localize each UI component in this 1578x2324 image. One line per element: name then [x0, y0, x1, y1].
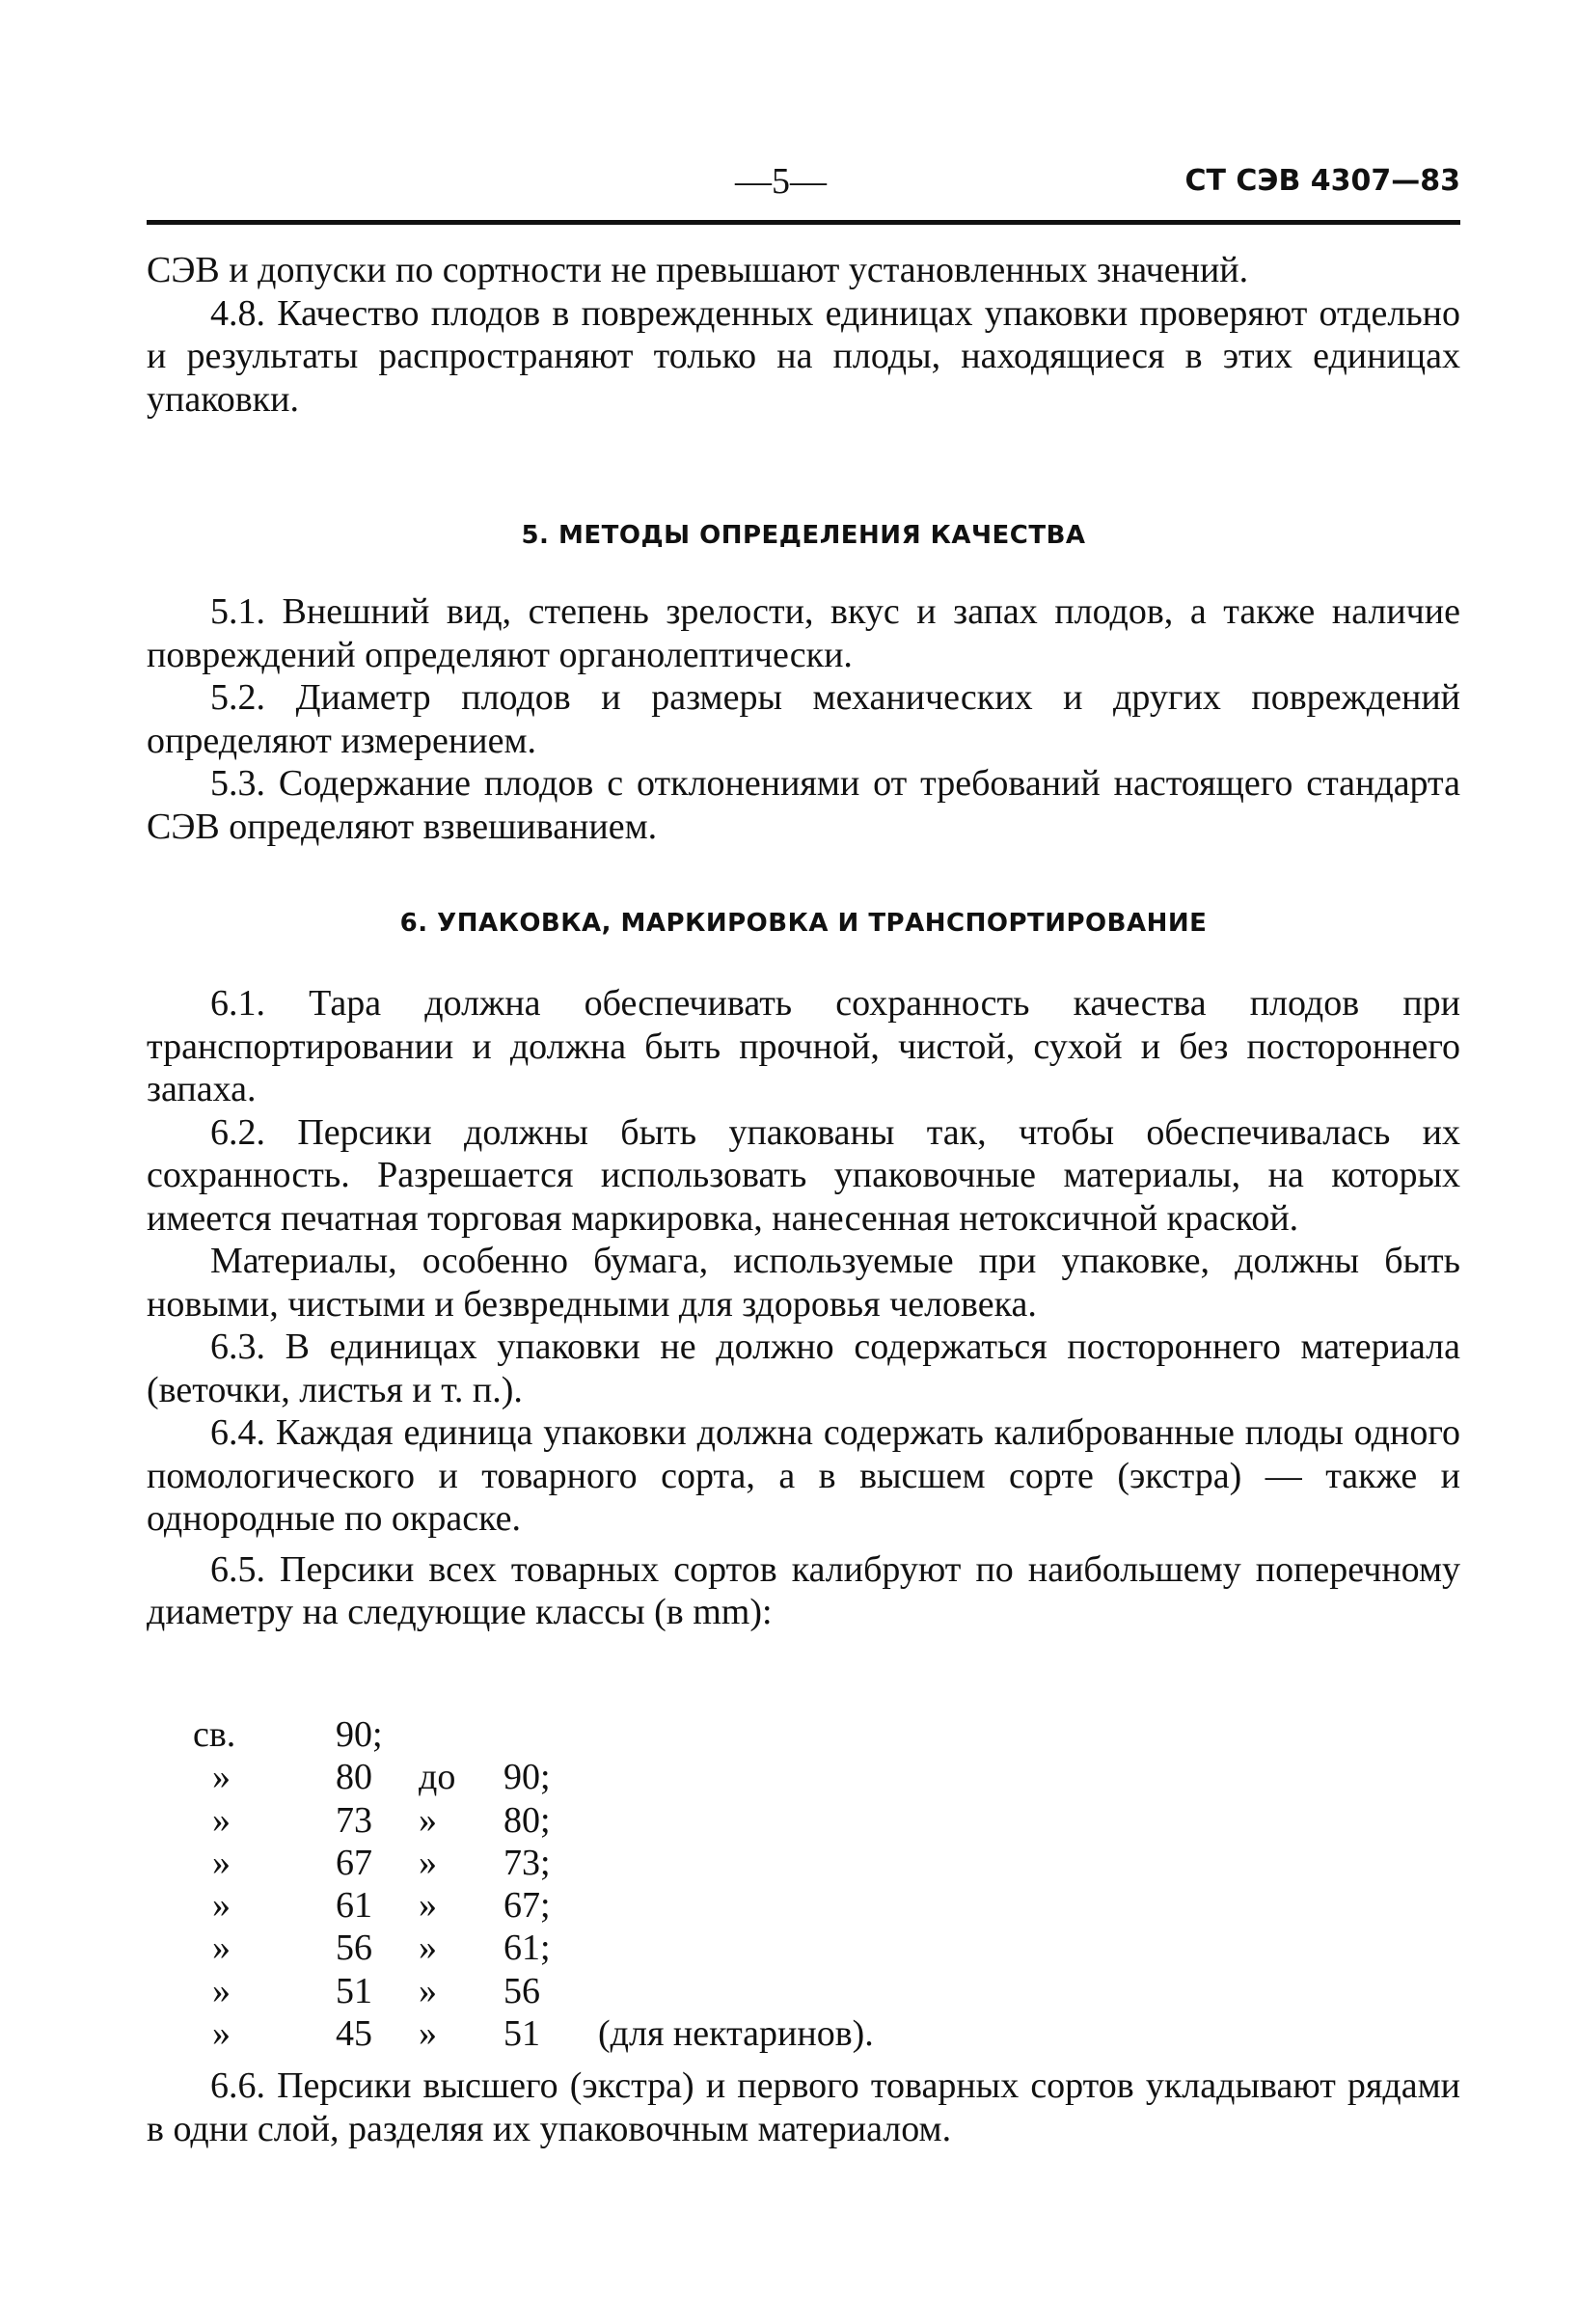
size-prefix: »: [212, 2013, 231, 2055]
size-from: 51: [336, 1970, 372, 2011]
page-header: [147, 160, 1460, 214]
size-prefix: »: [212, 1757, 231, 1798]
size-to: 56: [503, 1970, 540, 2011]
size-prefix: »: [212, 1970, 231, 2011]
size-from: 61: [336, 1885, 372, 1927]
size-prefix: »: [212, 1885, 231, 1927]
size-separator: »: [419, 1842, 437, 1883]
size-separator: до: [419, 1757, 456, 1798]
size-prefix: »: [212, 1842, 231, 1883]
paragraph-materials: Материалы, особенно бумага, используемые при упаковке, должны быть новыми, чистыми и безвредными для здоровья человека.: [147, 1241, 1460, 1325]
page-number: —5—: [735, 161, 827, 202]
paragraph-5-1: 5.1. Внешний вид, степень зрелости, вкус и запах плодов, а также наличие повреждений определяют органолептически.: [147, 591, 1460, 675]
intro-block: [147, 249, 1460, 421]
size-to: 51: [503, 2013, 540, 2055]
size-to: 90;: [503, 1757, 551, 1798]
paragraph-6-4: 6.4. Каждая единица упаковки должна содержать калиброванные плоды одного помологического и товарного сорта, а в высшем сорте (экстра) — также и однородные по окраске.: [147, 1412, 1460, 1539]
paragraph-5-2: 5.2. Диаметр плодов и размеры механических и других повреждений определяют измерением.: [147, 677, 1460, 761]
size-from: 45: [336, 2013, 372, 2055]
size-from: 80: [336, 1757, 372, 1798]
size-separator: »: [419, 1799, 437, 1841]
size-prefix: »: [212, 1928, 231, 1969]
header-rule: [147, 220, 1460, 225]
paragraph-continuation: СЭВ и допуски по сортности не превышают установленных значений.: [147, 250, 1249, 290]
document-code: СТ СЭВ 4307—83: [1184, 164, 1460, 198]
size-prefix: »: [212, 1799, 231, 1841]
size-prefix: св.: [193, 1714, 236, 1755]
section-6-body: [147, 982, 1460, 1634]
paragraph-6-2: 6.2. Персики должны быть упакованы так, чтобы обеспечивалась их сохранность. Разрешается использовать упаковочные материалы, на которых имеется печатная торговая маркировка, нанесенная нетоксичной краской.: [147, 1111, 1460, 1239]
paragraph-6-3: 6.3. В единицах упаковки не должно содержаться постороннего материала (веточки, листья и т. п.).: [147, 1326, 1460, 1410]
size-separator: »: [419, 1928, 437, 1969]
section-5-title: 5. МЕТОДЫ ОПРЕДЕЛЕНИЯ КАЧЕСТВА: [521, 521, 1086, 550]
size-from: 73: [336, 1799, 372, 1841]
paragraph-6-1: 6.1. Тара должна обеспечивать сохранность качества плодов при транспортировании и должна быть прочной, чистой, сухой и без постороннего запаха.: [147, 983, 1460, 1109]
size-to: 80;: [503, 1799, 551, 1841]
size-separator: »: [419, 1970, 437, 2011]
size-from: 67: [336, 1842, 372, 1883]
size-to: 73;: [503, 1842, 551, 1883]
size-to: 67;: [503, 1885, 551, 1927]
size-from: 56: [336, 1928, 372, 1969]
size-note: (для нектаринов).: [598, 2013, 874, 2055]
size-separator: »: [419, 1885, 437, 1927]
paragraph-6-6: 6.6. Персики высшего (экстра) и первого товарных сортов укладывают рядами в одни слой, разделяя их упаковочным материалом.: [147, 2065, 1460, 2149]
paragraph-5-3: 5.3. Содержание плодов с отклонениями от требований настоящего стандарта СЭВ определяют взвешиванием.: [147, 763, 1460, 847]
section-6-title: 6. УПАКОВКА, МАРКИРОВКА И ТРАНСПОРТИРОВАНИЕ: [399, 909, 1208, 938]
paragraph-6-5: 6.5. Персики всех товарных сортов калибруют по наибольшему поперечному диаметру на следующие классы (в mm):: [147, 1548, 1460, 1632]
section-5-body: [147, 590, 1460, 848]
size-separator: »: [419, 2013, 437, 2055]
size-to: 61;: [503, 1928, 551, 1969]
size-from: 90;: [336, 1714, 383, 1755]
paragraph-4-8: 4.8. Качество плодов в поврежденных единицах упаковки проверяют отдельно и результаты распространяют только на плоды, находящиеся в этих единицах упаковки.: [147, 292, 1460, 420]
section-6-final: [147, 2064, 1460, 2150]
